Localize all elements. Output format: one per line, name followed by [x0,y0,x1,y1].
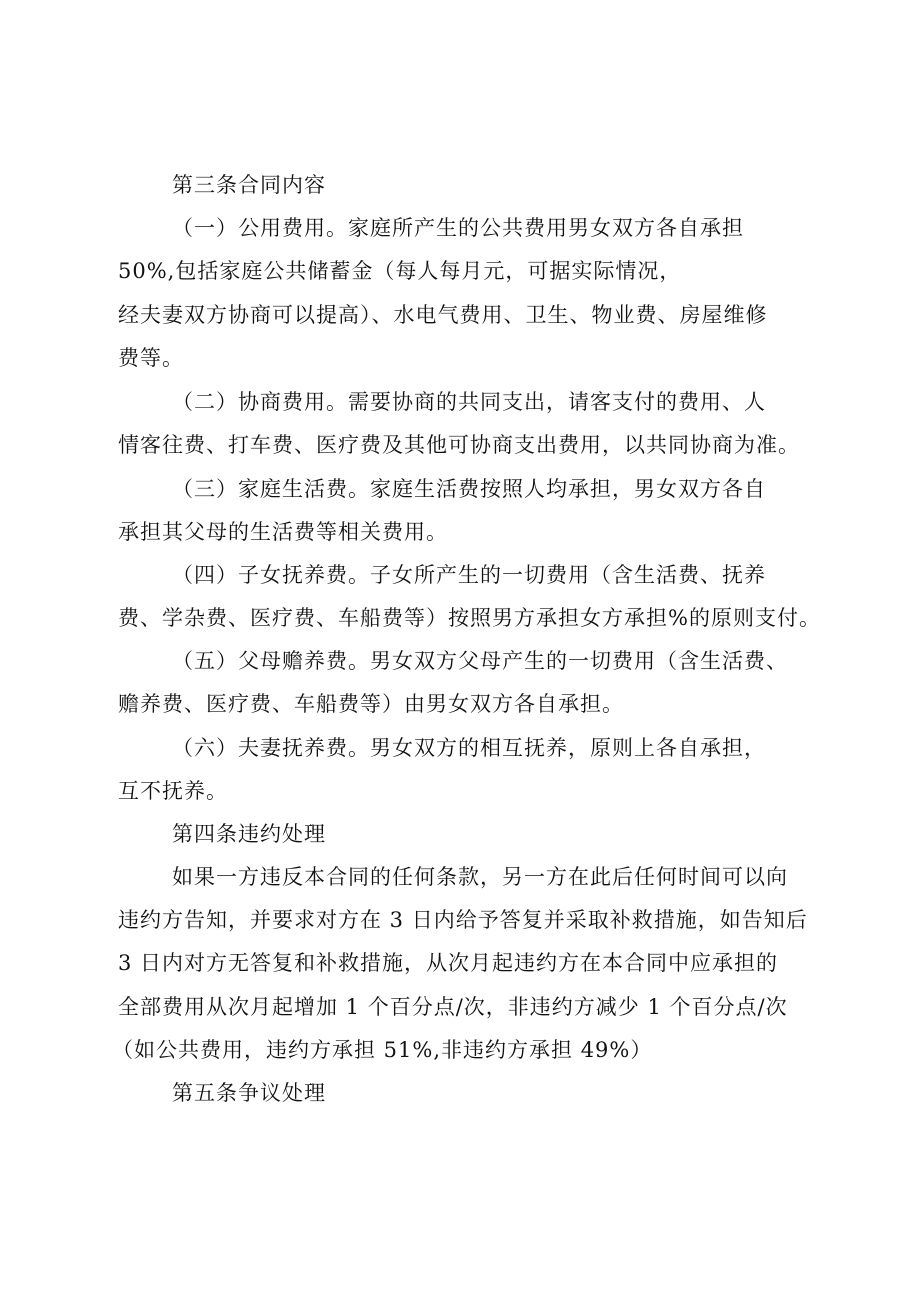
item5-line-2: 赡养费、医疗费、车船费等）由男女双方各自承担。 [118,692,624,716]
item3-line-1: （三）家庭生活费。家庭生活费按照人均承担，男女双方各自 [172,477,766,501]
item2-line-2: 情客往费、打车费、医疗费及其他可协商支出费用，以共同协商为准。 [118,433,800,457]
item3-line-2: 承担其父母的生活费等相关费用。 [118,520,448,544]
item1-line-2: 50%,包括家庭公共储蓄金（每人每月元，可据实际情况， [118,259,682,283]
article4-line-3: 3 日内对方无答复和补救措施，从次月起违约方在本合同中应承担的 [118,951,779,975]
article4-line-4: 全部费用从次月起增加 1 个百分点/次，非违约方减少 1 个百分点/次 [118,995,788,1019]
item6-line-1: （六）夫妻抚养费。男女双方的相互抚养，原则上各自承担， [172,736,766,760]
item5-line-1: （五）父母赡养费。男女双方父母产生的一切费用（含生活费、 [172,649,788,673]
item6-line-2: 互不抚养。 [118,779,228,803]
item1-line-4: 费等。 [118,346,184,370]
item4-line-1: （四）子女抚养费。子女所产生的一切费用（含生活费、抚养 [172,563,766,587]
article3-heading: 第三条合同内容 [172,173,326,197]
item4-line-2: 费、学杂费、医疗费、车船费等）按照男方承担女方承担%的原则支付。 [118,606,821,630]
article5-heading: 第五条争议处理 [172,1081,326,1105]
article4-line-2: 违约方告知，并要求对方在 3 日内给予答复并采取补救措施，如告知后 [118,908,808,932]
article4-line-5: （如公共费用，违约方承担 51%,非违约方承担 49%） [112,1038,653,1062]
article4-heading: 第四条违约处理 [172,822,326,846]
item1-line-3: 经夫妻双方协商可以提高）、水电气费用、卫生、物业费、房屋维修 [118,303,768,327]
item2-line-1: （二）协商费用。需要协商的共同支出，请客支付的费用、人 [172,390,766,414]
item1-line-1: （一）公用费用。家庭所产生的公共费用男女双方各自承担 [172,216,744,240]
article4-line-1: 如果一方违反本合同的任何条款，另一方在此后任何时间可以向 [172,865,788,889]
